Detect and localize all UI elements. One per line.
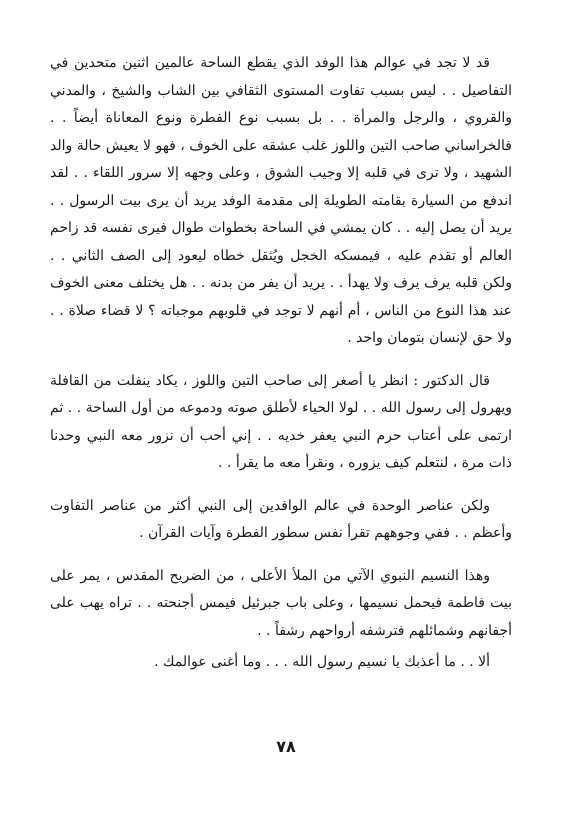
- paragraph-delegation-hearts: قد لا تجد في عوالم هذا الوفد الذي يقطع الساحة عالمين اثنين متحدين في التفاصيل . . ليس بسبب تفاوت المستوى الثقافي بين الشاب والشيخ ، والمدني والقروي ، والرجل والمرأة . . بل بسبب نوع الفطرة ونوع المعاناة أيضاً . . فالخراساني صاحب التين واللوز غلب عشقه على الخوف ، فهو لا يعيش حالة والد الشهيد ، ولا ترى في قلبه إلا وجيب الشوق ، وعلى وجهه إلا سرور اللقاء . . لقد اندفع من السيارة بقامته الطويلة إلى مقدمة الوفد يريد أن يرى بيت الرسول . . يريد أن يصل إليه . . كان يمشي في الساحة بخطوات طوال فيرى نفسه قد زاحم العالم أو تقدم عليه ، فيمسكه الخجل ويُثقل خطاه ليعود إلى الصف الثاني . . ولكن قلبه يرف يرف ولا يهدأ . . يريد أن يفر من بدنه . . هل يختلف معنى الخوف عند هذا النوع من الناس ، أم أنهم لا توجد في قلوبهم موجباته ؟ لا قضاء صلاة . . ولا حق لإنسان بتومان واحد .: [50, 55, 512, 346]
- page-number: ٧٨: [276, 737, 296, 756]
- paragraph-closing: ألا . . ما أعذبك يا نسيم رسول الله . . . وما أغنى عوالمك .: [154, 654, 490, 670]
- paragraph-prophetic-breeze: وهذا النسيم النبوي الآتي من الملأ الأعلى ، من الضريح المقدس ، يمر على بيت فاطمة فيحمل نسيمها ، وعلى باب جبرئيل فيمس أجنحته . . تراه يهب على أجفانهم وشمائلهم فترشفه أرواحهم رشفاً . .: [50, 567, 512, 639]
- paragraph-doctor-speech: قال الدكتور : انظر يا أصغر إلى صاحب التين واللوز ، يكاد ينفلت من القافلة ويهرول إلى رسول الله . . لولا الحياء لأطلق صوته ودموعه من أول الساحة . . ثم ارتمى على أعتاب حرم النبي يعفر خديه . . إني أحب أن نزور معه النبي وحدنا ذات مرة ، لنتعلم كيف يزوره ، ونقرأ معه ما يقرأ . .: [50, 372, 512, 471]
- paragraph-unity: ولكن عناصر الوحدة في عالم الوافدين إلى النبي أكثر من عناصر التفاوت وأعظم . . ففي وجوههم تقرأ نفس سطور الفطرة وآيات القرآن .: [50, 497, 512, 541]
- body-text: [50, 50, 512, 677]
